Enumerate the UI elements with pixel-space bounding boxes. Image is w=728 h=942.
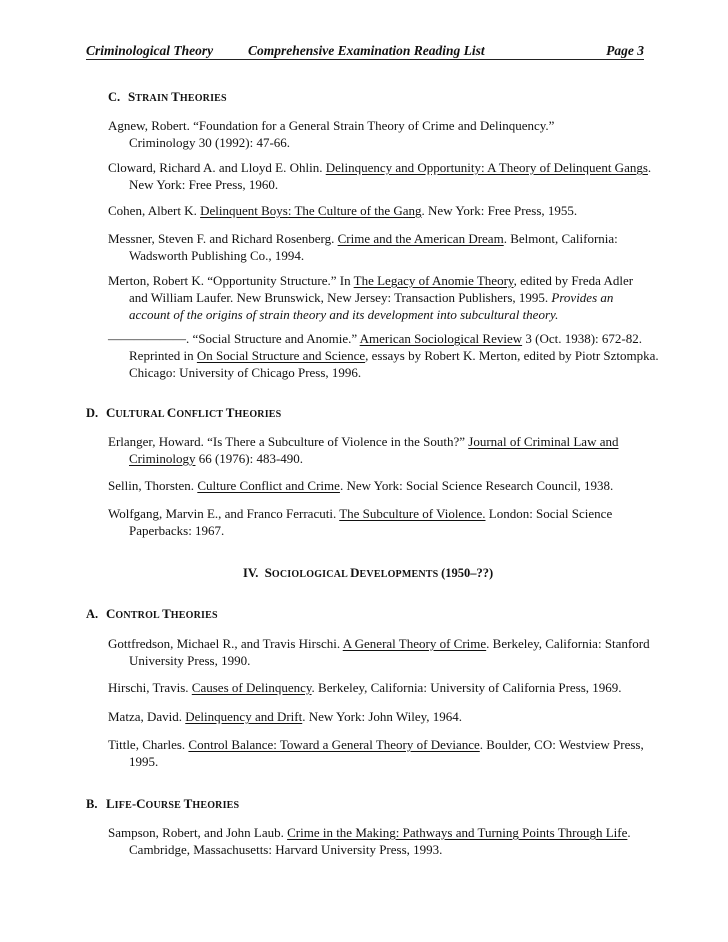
citation-sampson: Sampson, Robert, and John Laub. Crime in the Making: Pathways and Turning Points Through Life. Cambridge, Massachusetts: Harvard University Press, 1993.: [108, 825, 631, 857]
citation-messner: Messner, Steven F. and Richard Rosenberg. Crime and the American Dream. Belmont, California: Wadsworth Publishing Co., 1994.: [108, 231, 618, 263]
part-heading-sociological-developments: IV. SOCIOLOGICAL DEVELOPMENTS (1950–??): [243, 565, 494, 580]
section-heading-life-course-theories: B. LIFE-COURSE THEORIES: [86, 796, 240, 811]
citation-sellin: Sellin, Thorsten. Culture Conflict and Crime. New York: Social Science Research Council, 1938.: [108, 478, 614, 493]
section-heading-control-theories: A. CONTROL THEORIES: [86, 606, 218, 621]
citation-agnew: Agnew, Robert. “Foundation for a General Strain Theory of Crime and Delinquency.” Criminology 30 (1992): 47-66.: [108, 118, 555, 150]
section-heading-cultural-conflict-theories: D. CULTURAL CONFLICT THEORIES: [86, 405, 282, 420]
citation-tittle: Tittle, Charles. Control Balance: Toward a General Theory of Deviance. Boulder, CO: Westview Press, 1995.: [108, 737, 644, 769]
page-header: [86, 41, 644, 60]
header-page-number: Page 3: [606, 43, 644, 58]
citation-cohen: Cohen, Albert K. Delinquent Boys: The Culture of the Gang. New York: Free Press, 1955.: [108, 203, 578, 218]
citation-hirschi: Hirschi, Travis. Causes of Delinquency. Berkeley, California: University of California Press, 1969.: [108, 680, 622, 695]
citation-merton-anomie: ——————. “Social Structure and Anomie.” American Sociological Review 3 (Oct. 1938): 672-82. Reprinted in On Social Structure and Science, essays by Robert K. Merton, edited by Piotr Sztompka. Chicago: University of Chicago Press, 1996.: [108, 331, 659, 380]
citation-gottfredson: Gottfredson, Michael R., and Travis Hirschi. A General Theory of Crime. Berkeley, California: Stanford University Press, 1990.: [108, 636, 650, 668]
citation-merton-opportunity: Merton, Robert K. “Opportunity Structure.” In The Legacy of Anomie Theory, edited by Freda Adler and William Laufer. New Brunswick, New Jersey: Transaction Publishers, 1995. Provides an account of the origins of strain theory and its development into subcultural theory.: [108, 273, 634, 322]
section-heading-strain-theories: C. STRAIN THEORIES: [108, 89, 227, 104]
header-document-title: Comprehensive Examination Reading List: [248, 43, 485, 58]
citation-wolfgang: Wolfgang, Marvin E., and Franco Ferracuti. The Subculture of Violence. London: Social Science Paperbacks: 1967.: [108, 506, 613, 538]
citation-erlanger: Erlanger, Howard. “Is There a Subculture of Violence in the South?” Journal of Criminal Law and Criminology 66 (1976): 483-490.: [108, 434, 619, 466]
citation-cloward: Cloward, Richard A. and Lloyd E. Ohlin. Delinquency and Opportunity: A Theory of Delinquent Gangs. New York: Free Press, 1960.: [108, 160, 652, 192]
header-course-title: Criminological Theory: [86, 43, 214, 58]
citation-matza: Matza, David. Delinquency and Drift. New York: John Wiley, 1964.: [108, 709, 463, 724]
